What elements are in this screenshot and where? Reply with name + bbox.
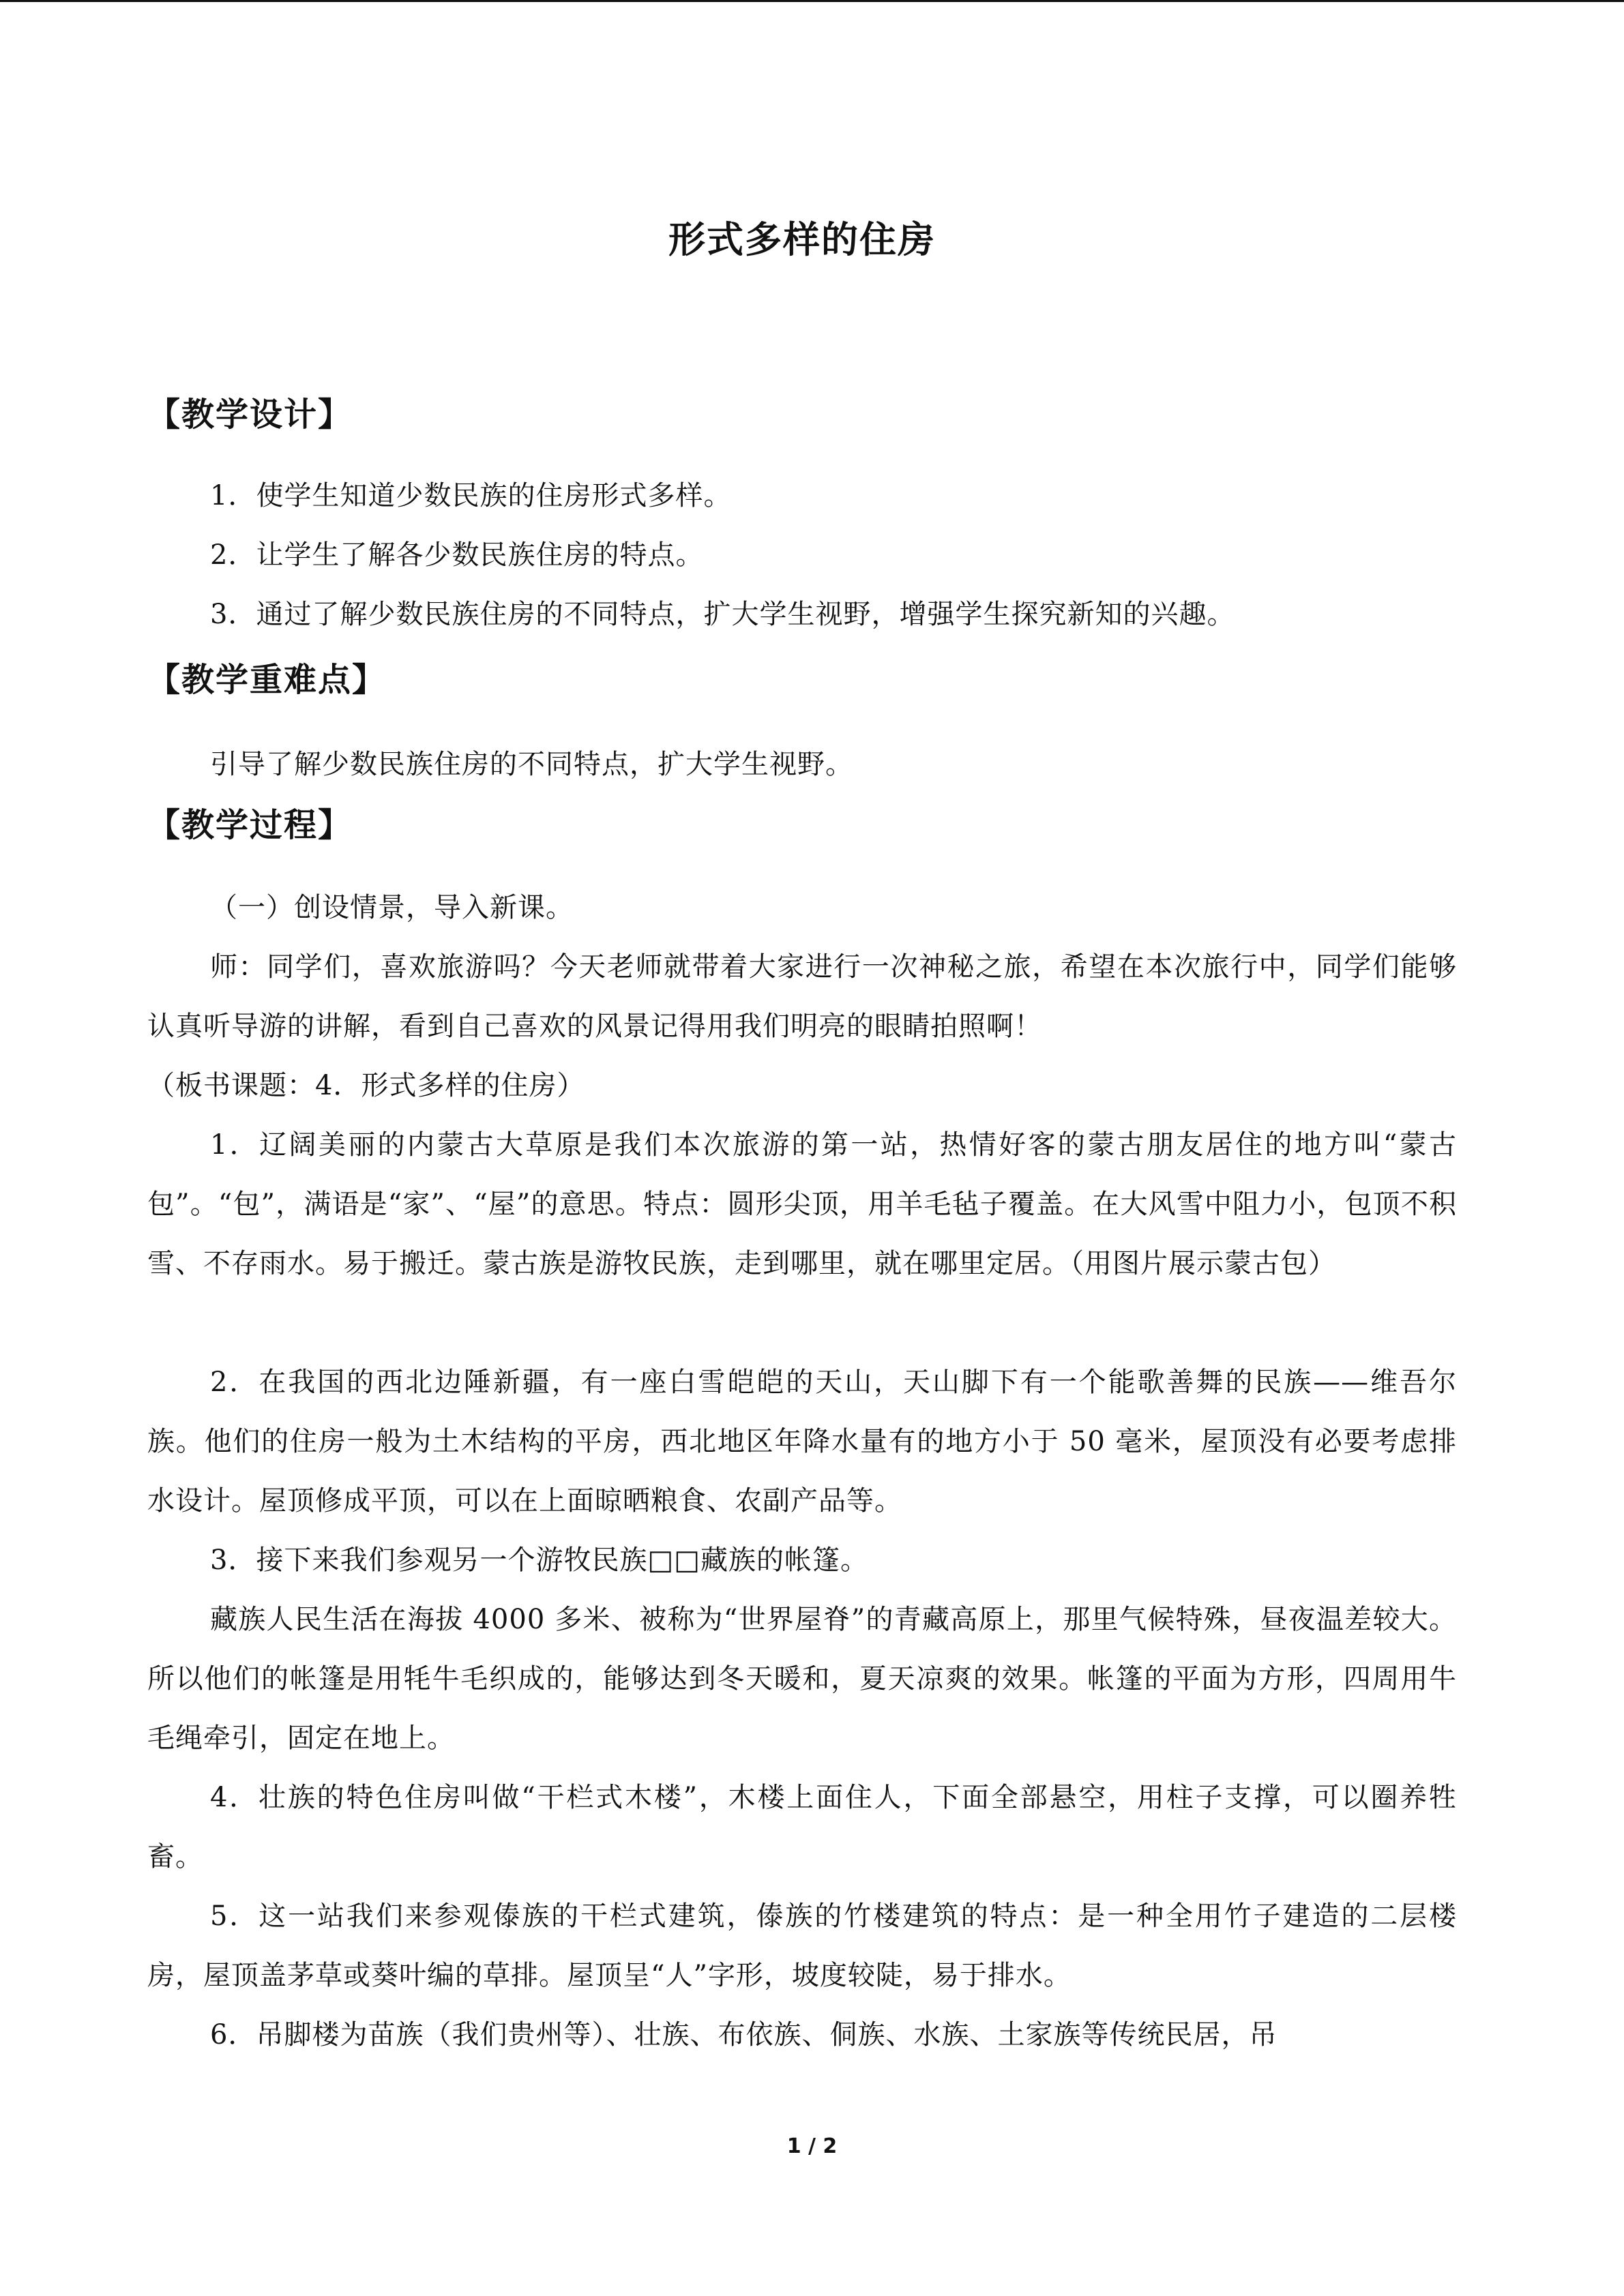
process-paragraph-4: 4．壮族的特色住房叫做“干栏式木楼”，木楼上面住人，下面全部悬空，用柱子支撑，可以圈养牲畜。 (147, 1782, 1457, 1873)
heading-teaching-design: 【教学设计】 (147, 396, 353, 434)
top-border-line (0, 0, 1624, 2)
process-paragraph-3: 3．接下来我们参观另一个游牧民族□□藏族的帐篷。 (210, 1545, 869, 1576)
process-paragraph-3b: 藏族人民生活在海拔 4000 多米、被称为“世界屋脊”的青藏高原上，那里气候特殊，昼夜温差较大。所以他们的帐篷是用牦牛毛织成的，能够达到冬天暖和，夏天凉爽的效果。帐篷的平面为方形，四周用牛毛绳牵引，固定在地上。 (147, 1604, 1457, 1754)
process-board-note: （板书课题：4．形式多样的住房） (147, 1070, 585, 1101)
key-points-text: 引导了解少数民族住房的不同特点，扩大学生视野。 (210, 749, 853, 780)
heading-teaching-process: 【教学过程】 (147, 806, 353, 844)
process-paragraph-6: 6．吊脚楼为苗族（我们贵州等）、壮族、布依族、侗族、水族、土家族等传统民居，吊 (210, 2019, 1278, 2051)
design-item-3: 3．通过了解少数民族住房的不同特点，扩大学生视野，增强学生探究新知的兴趣。 (210, 599, 1235, 630)
document-title: 形式多样的住房 (668, 218, 936, 261)
design-item-2: 2．让学生了解各少数民族住房的特点。 (210, 539, 704, 571)
process-paragraph-2: 2．在我国的西北边陲新疆，有一座白雪皑皑的天山，天山脚下有一个能歌善舞的民族——维吾尔族。他们的住房一般为土木结构的平房，西北地区年降水量有的地方小于 50 毫米，屋顶没有必要考虑排水设计。屋顶修成平顶，可以在上面晾晒粮食、农副产品等。 (147, 1367, 1457, 1517)
process-intro: 师：同学们，喜欢旅游吗？今天老师就带着大家进行一次神秘之旅，希望在本次旅行中，同学们能够认真听导游的讲解，看到自己喜欢的风景记得用我们明亮的眼睛拍照啊！ (147, 951, 1457, 1042)
page-number: 1 / 2 (786, 2134, 838, 2158)
process-paragraph-5: 5．这一站我们来参观傣族的干栏式建筑，傣族的竹楼建筑的特点：是一种全用竹子建造的二层楼房，屋顶盖茅草或葵叶编的草排。屋顶呈“人”字形，坡度较陡，易于排水。 (147, 1900, 1457, 1991)
heading-key-points: 【教学重难点】 (147, 661, 387, 699)
process-step-1: （一）创设情景，导入新课。 (210, 892, 574, 923)
design-item-1: 1．使学生知道少数民族的住房形式多样。 (210, 480, 732, 511)
process-paragraph-1: 1．辽阔美丽的内蒙古大草原是我们本次旅游的第一站，热情好客的蒙古朋友居住的地方叫“蒙古包”。“包”，满语是“家”、“屋”的意思。特点：圆形尖顶，用羊毛毡子覆盖。在大风雪中阻力小，包顶不积雪、不存雨水。易于搬迁。蒙古族是游牧民族，走到哪里，就在哪里定居。（用图片展示蒙古包） (147, 1129, 1457, 1279)
